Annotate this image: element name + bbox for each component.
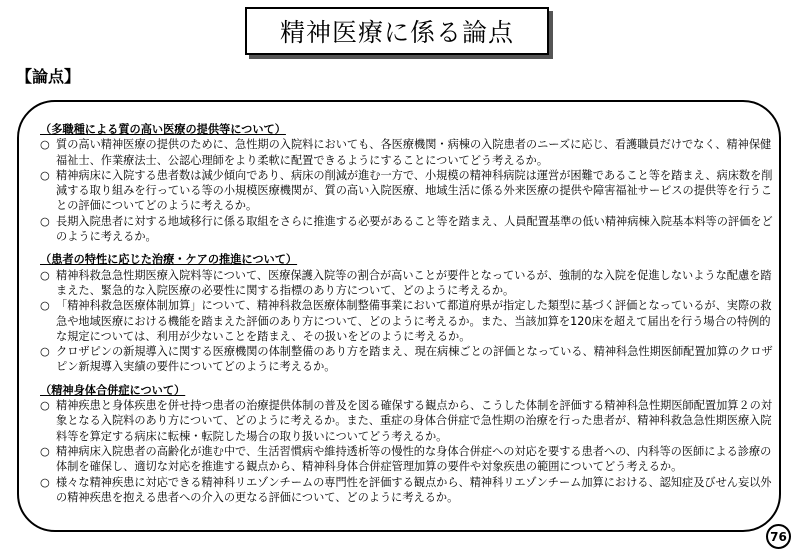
- list-item: [40, 137, 774, 168]
- list-item: [40, 298, 774, 344]
- item-text: 質の高い精神医療の提供のために、急性期の入院料においても、各医療機関・病棟の入院患者のニーズに応じ、看護職員だけでなく、精神保健福祉士、作業療法士、公認心理師をより柔軟に配置できるようにすることについてどう考えるか。: [56, 138, 772, 167]
- item-text: クロザピンの新規導入に関する医療機関の体制整備のあり方を踏まえ、現在病棟ごとの評価となっている、精神科急性期医師配置加算のクロザピン新規導入実績の要件についてどのように考えるか。: [56, 345, 773, 374]
- group-heading: （精神身体合併症について）: [40, 383, 186, 397]
- list-item: [40, 344, 774, 375]
- circle-bullet-icon: ○: [40, 475, 50, 489]
- page-title: 精神医療に係る論点: [245, 7, 549, 55]
- list-item: [40, 398, 774, 444]
- circle-bullet-icon: ○: [40, 444, 50, 458]
- item-text: 長期入院患者に対する地域移行に係る取組をさらに推進する必要があること等を踏まえ、人員配置基準の低い精神病棟入院基本料等の評価をどのように考えるか。: [56, 214, 773, 244]
- section-label: 【論点】: [16, 67, 81, 86]
- list-item: [40, 168, 774, 214]
- circle-bullet-icon: ○: [40, 138, 50, 152]
- item-text: 精神病床入院患者の高齢化が進む中で、生活習慣病や維持透析等の慢性的な身体合併症への対応を要する患者への、内科等の医師による診療の体制を確保し、適切な対応を推進する観点から、精神科身体合併症管理加算の要件や対象疾患の範囲についてどう考えるか。: [56, 444, 772, 474]
- list-item: [40, 268, 774, 299]
- item-text: 精神疾患と身体疾患を併せ持つ患者の治療提供体制の普及を図る確保する観点から、こうした体制を評価する精神科急性期医師配置加算２の対象となる入院料のあり方について、どのように考えるか。また、重症の身体合併症で急性期の治療を行った患者が、精神科救急急性期医療入院料等を算定する病床に転棟・転院した場合の取り扱いについてどう考えるか。: [56, 399, 773, 443]
- item-text: 精神病床に入院する患者数は減少傾向であり、病床の削減が進む一方で、小規模の精神科病院は運営が困難であること等を踏まえ、病床数を削減する取り組みを行っている等の小規模医療機関が、質の高い入院医療、地域生活に係る外来医療の提供や障害福祉サービスの提供等を行うことの評価についてどのように考えるか。: [56, 168, 773, 213]
- issues-content: [40, 122, 774, 513]
- circle-bullet-icon: ○: [40, 268, 50, 282]
- group-heading: （多職種による質の高い医療の提供等について）: [40, 123, 286, 136]
- circle-bullet-icon: ○: [40, 299, 50, 313]
- group-patient-care: [40, 252, 774, 374]
- circle-bullet-icon: ○: [40, 399, 50, 413]
- group-heading: （患者の特性に応じた治療・ケアの推進について）: [40, 253, 298, 267]
- list-item: [40, 214, 774, 245]
- circle-bullet-icon: ○: [40, 345, 50, 359]
- list-item: [40, 475, 774, 506]
- page-number: 76: [766, 524, 791, 549]
- item-text: 様々な精神疾患に対応できる精神科リエゾンチームの専門性を評価する観点から、精神科リエゾンチーム加算における、認知症及びせん妄以外の精神疾患を抱える患者への介入の更なる評価について、どのように考えるか。: [56, 475, 772, 504]
- item-text: 精神科救急急性期医療入院料等について、医療保護入院等の割合が高いことが要件となっているが、強制的な入院を促進しないような配慮を踏まえた、緊急的な入院医療の必要性に関する指標のあり方について、どのように考えるか。: [56, 268, 772, 297]
- group-multidisciplinary: [40, 122, 774, 244]
- group-comorbidity: [40, 383, 774, 505]
- circle-bullet-icon: ○: [40, 214, 50, 228]
- list-item: [40, 444, 774, 475]
- item-text: 「精神科救急医療体制加算」について、精神科救急医療体制整備事業において都道府県が指定した類型に基づく評価となっているが、実際の救急や地域医療における機能を踏まえた評価のあり方について、どのように考えるか。また、当該加算を120床を超えて届出を行う場合の特例的な規定については、利用が少ないことを踏まえ、その扱いをどのように考えるか。: [56, 299, 772, 343]
- circle-bullet-icon: ○: [40, 168, 50, 182]
